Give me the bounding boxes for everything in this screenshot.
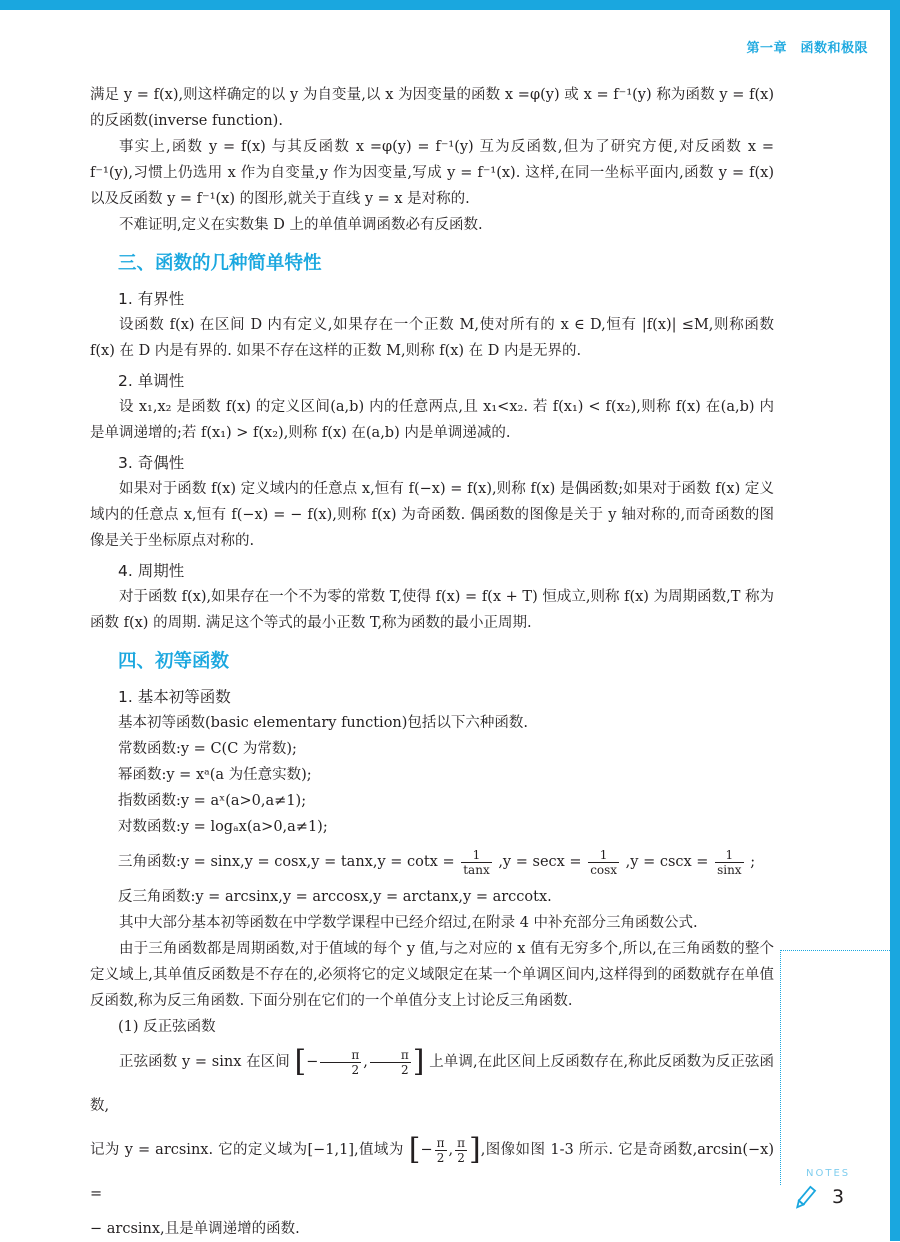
fraction-denominator: 2 xyxy=(401,1062,409,1077)
arcsin-text-3: 记为 y = arcsinx. 它的定义域为[−1,1],值域为 xyxy=(90,1142,404,1158)
interval-comma: , xyxy=(363,1054,368,1070)
pencil-icon xyxy=(790,1183,820,1213)
fraction-pi-over-2 xyxy=(320,1048,361,1077)
paragraph-appendix: 其中大部分基本初等函数在中学数学课程中已经介绍过,在附录 4 中补充部分三角函数公式. xyxy=(119,915,698,931)
power-function: 幂函数:y = xᵃ(a 为任意实数); xyxy=(118,767,312,783)
notes-label: NOTES xyxy=(806,1168,851,1179)
left-bracket: [ xyxy=(408,1132,421,1167)
trig-sec: ,y = secx = xyxy=(498,854,582,870)
notes-border-top xyxy=(780,950,890,951)
fraction-denominator: tanx xyxy=(463,862,490,877)
fraction-pi-over-2 xyxy=(455,1136,467,1165)
neg-sign: − xyxy=(306,1054,319,1070)
logarithmic-function: 对数函数:y = logₐx(a>0,a≠1); xyxy=(118,819,328,835)
monotonicity-heading: 2. 单调性 xyxy=(118,372,185,390)
page-number: 3 xyxy=(832,1186,845,1208)
trig-prefix: 三角函数:y = sinx,y = cosx,y = tanx,y = cotx = xyxy=(118,854,455,870)
arcsin-text-2: 上单调,在此区间上反函数存在,称此反函数为反正弦函数, xyxy=(90,1054,775,1114)
trig-end: ; xyxy=(750,854,756,870)
boundedness-heading: 1. 有界性 xyxy=(118,290,185,308)
fraction-numerator: π xyxy=(320,1048,361,1063)
fraction-numerator: π xyxy=(436,1135,445,1150)
arcsin-line-2 xyxy=(90,1128,774,1216)
fraction-denominator: 2 xyxy=(351,1062,360,1077)
fraction-sec xyxy=(588,848,619,877)
constant-function: 常数函数:y = C(C 为常数); xyxy=(118,741,297,757)
intro-paragraph-3: 不难证明,定义在实数集 D 上的单值单调函数必有反函数. xyxy=(119,217,483,233)
fraction-numerator: 1 xyxy=(461,848,491,863)
page-body xyxy=(90,82,774,1242)
interval-comma: , xyxy=(448,1142,454,1158)
left-bracket: [ xyxy=(294,1044,307,1079)
fraction-numerator: 1 xyxy=(588,848,619,863)
intro-paragraph-2: 事实上,函数 y = f(x) 与其反函数 x =φ(y) = f⁻¹(y) 互为反函数,但为了研究方便,对反函数 x = f⁻¹(y),习惯上仍选用 x 作为自变量,y 作为因变量,写成 y = f⁻¹(x). 这样,在同一坐标平面内,函数 y = f(x) 以及反函数 y = f⁻¹(x) 的图形,就关于直线 y = x 是对称的. xyxy=(90,139,774,207)
section-3-title: 三、函数的几种简单特性 xyxy=(118,253,322,274)
monotonicity-text: 设 x₁,x₂ 是函数 f(x) 的定义区间(a,b) 内的任意两点,且 x₁<x₂. 若 f(x₁) < f(x₂),则称 f(x) 在(a,b) 内是单调递增的;若 f(x₁) > f(x₂),则称 f(x) 在(a,b) 内是单调递减的. xyxy=(90,399,774,441)
arcsin-heading: (1) 反正弦函数 xyxy=(118,1019,216,1035)
trig-csc: ,y = cscx = xyxy=(625,854,709,870)
trig-functions xyxy=(118,840,774,884)
fraction-denominator: sinx xyxy=(717,862,742,877)
fraction-numerator: π xyxy=(457,1135,466,1150)
notes-border-left xyxy=(780,950,781,1185)
fraction-csc xyxy=(715,848,744,877)
fraction-denominator: cosx xyxy=(590,862,618,877)
fraction-numerator: π xyxy=(370,1048,411,1063)
arcsin-line-3: − arcsinx,且是单调递增的函数. xyxy=(90,1221,300,1237)
periodicity-heading: 4. 周期性 xyxy=(118,562,185,580)
fraction-numerator: 1 xyxy=(715,848,744,863)
fraction-cot xyxy=(461,848,491,877)
exponential-function: 指数函数:y = aˣ(a>0,a≠1); xyxy=(118,793,307,809)
fraction-pi-over-2 xyxy=(435,1136,447,1165)
section-4-title: 四、初等函数 xyxy=(118,651,230,672)
basic-elementary-heading: 1. 基本初等函数 xyxy=(118,688,231,706)
right-bracket: ] xyxy=(469,1132,481,1167)
basic-elementary-intro: 基本初等函数(basic elementary function)包括以下六种函数. xyxy=(118,715,529,731)
parity-text: 如果对于函数 f(x) 定义域内的任意点 x,恒有 f(−x) = f(x),则称 f(x) 是偶函数;如果对于函数 f(x) 定义域内的任意点 x,恒有 f(−x) = − f(x),则称 f(x) 为奇函数. 偶函数的图像是关于 y 轴对称的,而奇函数的图像是关于坐标原点对称的. xyxy=(90,481,774,549)
chapter-header: 第一章 函数和极限 xyxy=(746,41,868,56)
right-accent-bar xyxy=(890,0,900,1241)
periodicity-text: 对于函数 f(x),如果存在一个不为零的常数 T,使得 f(x) = f(x + T) 恒成立,则称 f(x) 为周期函数,T 称为函数 f(x) 的周期. 满足这个等式的最小正数 T,称为函数的最小正周期. xyxy=(90,589,774,631)
fraction-denominator: 2 xyxy=(436,1150,445,1165)
arcsin-text-4: ,图像如图 1-3 所示. 它是奇函数,arcsin(−x) = xyxy=(90,1142,775,1202)
fraction-denominator: 2 xyxy=(457,1150,465,1165)
boundedness-text: 设函数 f(x) 在区间 D 内有定义,如果存在一个正数 M,使对所有的 x ∈ D,恒有 |f(x)| ≤M,则称函数 f(x) 在 D 内是有界的. 如果不存在这样的正数 M,则称 f(x) 在 D 内是无界的. xyxy=(90,317,774,359)
neg-sign: − xyxy=(420,1142,433,1158)
arcsin-line-1 xyxy=(90,1040,774,1128)
paragraph-inverse-trig: 由于三角函数都是周期函数,对于值域的每个 y 值,与之对应的 x 值有无穷多个,所以,在三角函数的整个定义域上,其单值反函数是不存在的,必须将它的定义域限定在某一个单调区间内,这样得到的函数就存在单值反函数,称为反三角函数. 下面分别在它们的一个单值分支上讨论反三角函数. xyxy=(90,941,774,1009)
parity-heading: 3. 奇偶性 xyxy=(118,454,185,472)
top-accent-bar xyxy=(0,0,900,10)
right-bracket: ] xyxy=(412,1044,425,1079)
inverse-trig-functions: 反三角函数:y = arcsinx,y = arccosx,y = arctanx,y = arccotx. xyxy=(118,889,552,905)
intro-paragraph-1: 满足 y = f(x),则这样确定的以 y 为自变量,以 x 为因变量的函数 x =φ(y) 或 x = f⁻¹(y) 称为函数 y = f(x) 的反函数(inverse function). xyxy=(90,87,774,129)
arcsin-text-1: 正弦函数 y = sinx 在区间 xyxy=(119,1054,290,1070)
fraction-pi-over-2 xyxy=(370,1048,411,1077)
